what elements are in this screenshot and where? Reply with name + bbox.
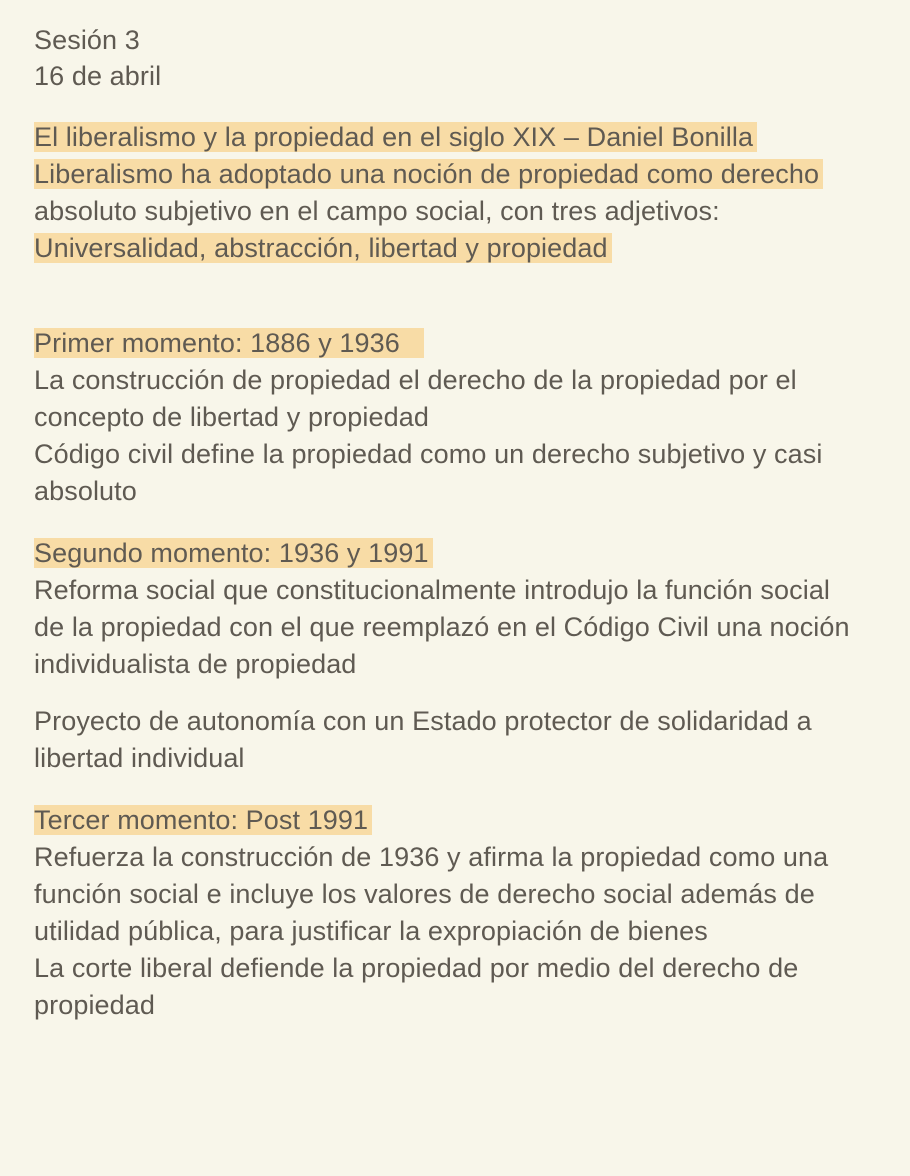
session-header: [34, 22, 876, 94]
section2-line-3: individualista de propiedad: [34, 649, 357, 679]
intro-block: [34, 119, 876, 267]
section-heading: Segundo momento: 1936 y 1991: [34, 538, 433, 568]
session-title: Sesión 3: [34, 25, 140, 55]
section-tercer-momento: [34, 802, 876, 1024]
section2-para2-line-2: libertad individual: [34, 743, 245, 773]
section1-line-2: concepto de libertad y propiedad: [34, 402, 429, 432]
section3-line-2: función social e incluye los valores de derecho social además de: [34, 879, 815, 909]
section-segundo-momento: [34, 535, 876, 777]
intro-line-2: Liberalismo ha adoptado una noción de propiedad como derecho: [34, 159, 823, 189]
section3-line-1: Refuerza la construcción de 1936 y afirma la propiedad como una: [34, 842, 829, 872]
section1-line-1: La construcción de propiedad el derecho de la propiedad por el: [34, 365, 797, 395]
section1-line-3: Código civil define la propiedad como un derecho subjetivo y casi: [34, 439, 823, 469]
section2-line-2: de la propiedad con el que reemplazó en el Código Civil una noción: [34, 612, 850, 642]
section2-para2-line-1: Proyecto de autonomía con un Estado protector de solidaridad a: [34, 706, 812, 736]
section3-line-3: utilidad pública, para justificar la expropiación de bienes: [34, 916, 708, 946]
section2-line-1: Reforma social que constitucionalmente introdujo la función social: [34, 575, 831, 605]
section1-line-4: absoluto: [34, 476, 137, 506]
session-date: 16 de abril: [34, 61, 162, 91]
section-heading: Primer momento: 1886 y 1936: [34, 328, 424, 358]
intro-line-4: Universalidad, abstracción, libertad y propiedad: [34, 233, 612, 263]
intro-line-3: absoluto subjetivo en el campo social, con tres adjetivos:: [34, 196, 720, 226]
section3-line-4: La corte liberal defiende la propiedad por medio del derecho de: [34, 953, 799, 983]
section-primer-momento: [34, 325, 876, 510]
section-heading: Tercer momento: Post 1991: [34, 805, 372, 835]
intro-line-1: El liberalismo y la propiedad en el siglo XIX – Daniel Bonilla: [34, 122, 757, 152]
section3-line-5: propiedad: [34, 990, 156, 1020]
